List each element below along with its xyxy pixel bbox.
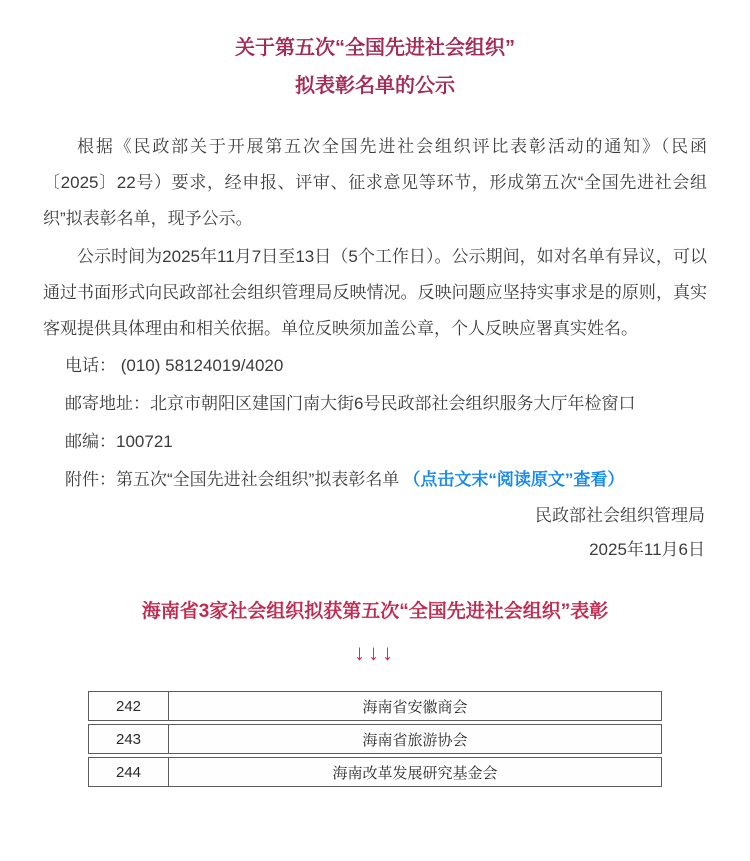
table-row xyxy=(88,724,662,754)
org-name: 海南改革发展研究基金会 xyxy=(332,764,498,782)
honor-table xyxy=(88,691,662,787)
signature-org: 民政部社会组织管理局 xyxy=(535,506,705,525)
row-number: 244 xyxy=(89,758,169,786)
signature-block xyxy=(43,499,707,567)
postcode-line: 邮编：100721 xyxy=(65,432,173,451)
contact-block xyxy=(43,347,707,499)
read-original-hint-link[interactable]: （点击文末“阅读原文”查看） xyxy=(403,470,625,489)
page-title-line1: 关于第五次“全国先进社会组织” xyxy=(235,37,515,59)
org-name: 海南省安徽商会 xyxy=(362,698,468,716)
attachment-label: 附件：第五次“全国先进社会组织”拟表彰名单 xyxy=(65,470,400,489)
paragraph-publicity-period: 公示时间为2025年11月7日至13日（5个工作日）。公示期间，如对名单有异议，可以通过书面形式向民政部社会组织管理局反映情况。反映问题应坚持实事求是的原则，真实客观提供具体理由和相关依据。单位反映须加盖公章，个人反映应署真实姓名。 xyxy=(43,247,707,338)
org-name: 海南省旅游协会 xyxy=(362,731,468,749)
attachment-line xyxy=(43,461,707,499)
table-row xyxy=(88,691,662,721)
row-number: 243 xyxy=(89,725,169,753)
paragraph-basis: 根据《民政部关于开展第五次全国先进社会组织评比表彰活动的通知》（民函〔2025〕22号）要求，经申报、评审、征求意见等环节，形成第五次“全国先进社会组织”拟表彰名单，现予公示。 xyxy=(43,137,707,228)
page-title-line2: 拟表彰名单的公示 xyxy=(295,75,455,97)
address-line: 邮寄地址：北京市朝阳区建国门南大街6号民政部社会组织服务大厅年检窗口 xyxy=(65,394,636,413)
table-row xyxy=(88,757,662,787)
signature-date: 2025年11月6日 xyxy=(589,540,705,559)
page-title xyxy=(43,29,707,105)
section-heading: 海南省3家社会组织拟获第五次“全国先进社会组织”表彰 xyxy=(141,601,609,622)
row-number: 242 xyxy=(89,692,169,720)
down-arrows-icon: ↓↓↓ xyxy=(354,640,396,665)
phone-line: 电话： (010) 58124019/4020 xyxy=(65,356,284,375)
